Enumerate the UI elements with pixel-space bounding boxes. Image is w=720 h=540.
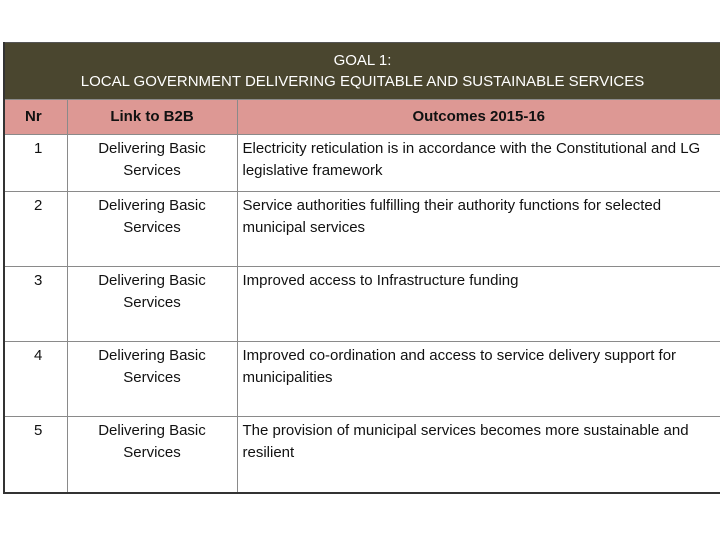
row-link: Delivering Basic Services (67, 267, 237, 342)
row-nr: 1 (4, 135, 67, 192)
goal-title: GOAL 1: (333, 52, 392, 69)
row-link: Delivering Basic Services (67, 417, 237, 494)
row-outcome: Improved co-ordination and access to service delivery support for municipalities (237, 342, 720, 417)
row-outcome: Electricity reticulation is in accordance with the Constitutional and LG legislative framework (237, 135, 720, 192)
row-nr: 2 (4, 192, 67, 267)
table-row (4, 192, 720, 267)
row-link: Delivering Basic Services (67, 342, 237, 417)
goal-table (3, 42, 720, 494)
table-row (4, 267, 720, 342)
column-header-row (4, 100, 720, 135)
goal-subtitle: LOCAL GOVERNMENT DELIVERING EQUITABLE AND SUSTAINABLE SERVICES (80, 73, 645, 90)
column-header-outcomes: Outcomes 2015-16 (237, 100, 720, 135)
row-nr: 3 (4, 267, 67, 342)
table-row (4, 135, 720, 192)
table-row (4, 417, 720, 494)
row-link: Delivering Basic Services (67, 135, 237, 192)
column-header-nr: Nr (4, 100, 67, 135)
row-outcome: Improved access to Infrastructure funding (237, 267, 720, 342)
row-nr: 4 (4, 342, 67, 417)
row-outcome: The provision of municipal services becomes more sustainable and resilient (237, 417, 720, 494)
row-nr: 5 (4, 417, 67, 494)
row-outcome: Service authorities fulfilling their authority functions for selected municipal services (237, 192, 720, 267)
column-header-link: Link to B2B (67, 100, 237, 135)
table-row (4, 342, 720, 417)
goal-header (4, 43, 720, 100)
row-link: Delivering Basic Services (67, 192, 237, 267)
